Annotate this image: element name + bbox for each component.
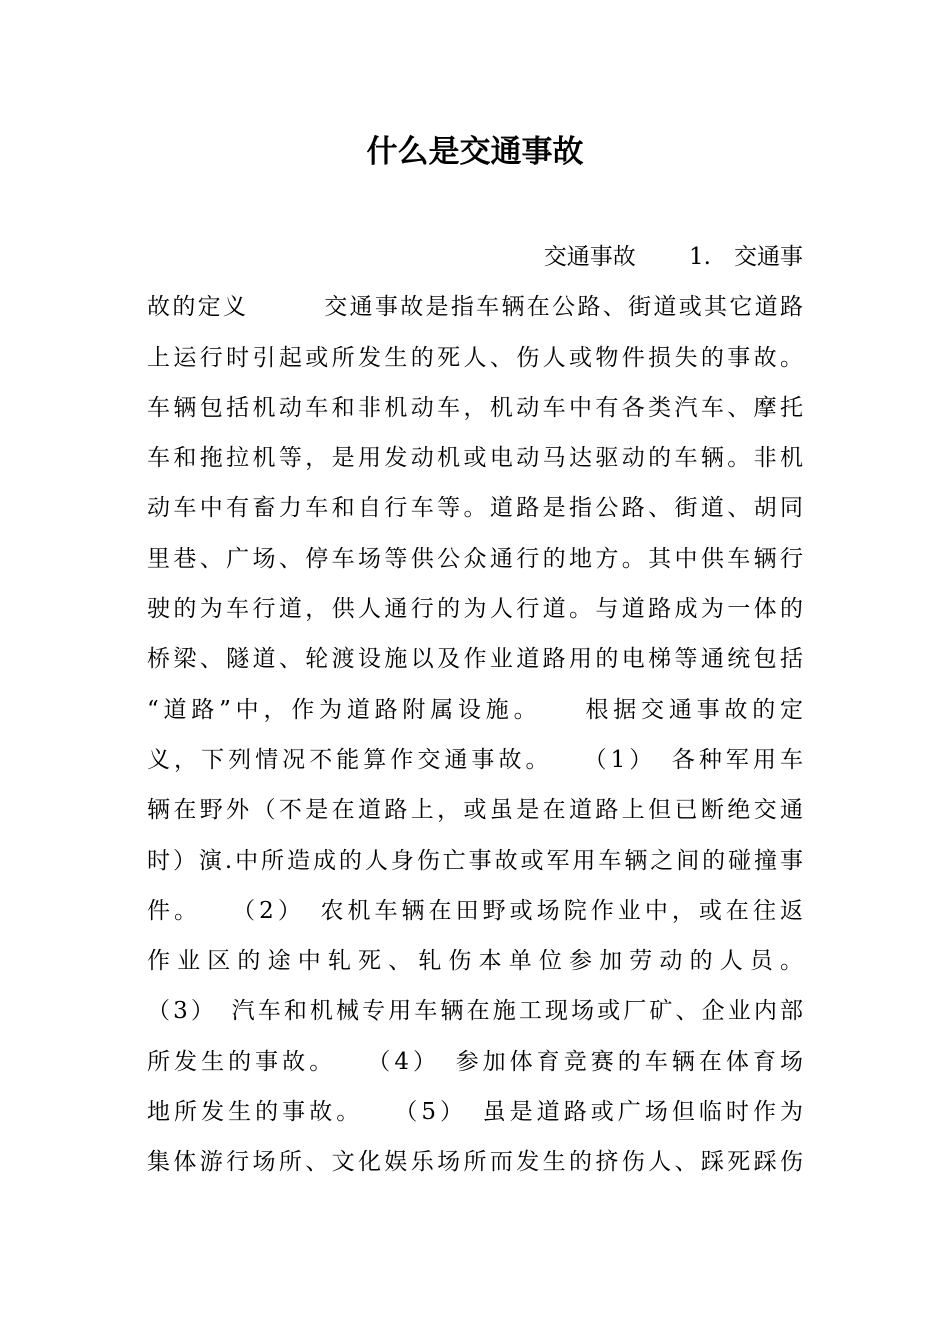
page-title: 什么是交通事故: [366, 134, 584, 170]
text-line: 交通事故 1. 交通事: [543, 244, 803, 270]
text-line: 集体游行场所、文化娱乐场所而发生的挤伤人、踩死踩伤: [147, 1149, 803, 1176]
text-line: 故的定义 交通事故是指车辆在公路、街道或其它道路: [147, 294, 803, 321]
text-line: 所发生的事故。 （4） 参加体育竞赛的车辆在体育场: [147, 1048, 803, 1075]
body-text: [147, 232, 803, 1188]
text-line: 时）演.中所造成的人身伤亡事故或军用车辆之间的碰撞事: [147, 847, 803, 874]
text-line: 辆在野外（不是在道路上，或虽是在道路上但已断绝交通: [147, 797, 803, 824]
text-line: 件。 （2） 农机车辆在田野或场院作业中，或在往返: [147, 897, 803, 924]
text-line: 地所发生的事故。 （5） 虽是道路或广场但临时作为: [147, 1099, 803, 1126]
text-line: 桥梁、隧道、轮渡设施以及作业道路用的电梯等通统包括: [147, 646, 803, 673]
text-line: 作业区的途中轧死、轧伤本单位参加劳动的人员。: [147, 948, 803, 975]
text-line: 里巷、广场、停车场等供公众通行的地方。其中供车辆行: [147, 545, 803, 572]
text-line: 车辆包括机动车和非机动车，机动车中有各类汽车、摩托: [147, 394, 803, 421]
text-line: 义，下列情况不能算作交通事故。 （1） 各种军用车: [147, 746, 803, 773]
text-line: 车和拖拉机等，是用发动机或电动马达驱动的车辆。非机: [147, 445, 803, 472]
text-line: “道路”中，作为道路附属设施。 根据交通事故的定: [147, 696, 803, 723]
text-line: （3） 汽车和机械专用车辆在施工现场或厂矿、企业内部: [147, 998, 803, 1025]
text-line: 动车中有畜力车和自行车等。道路是指公路、街道、胡同: [147, 495, 803, 522]
text-line: 上运行时引起或所发生的死人、伤人或物件损失的事故。: [147, 344, 803, 371]
text-line: 驶的为车行道，供人通行的为人行道。与道路成为一体的: [147, 596, 803, 623]
